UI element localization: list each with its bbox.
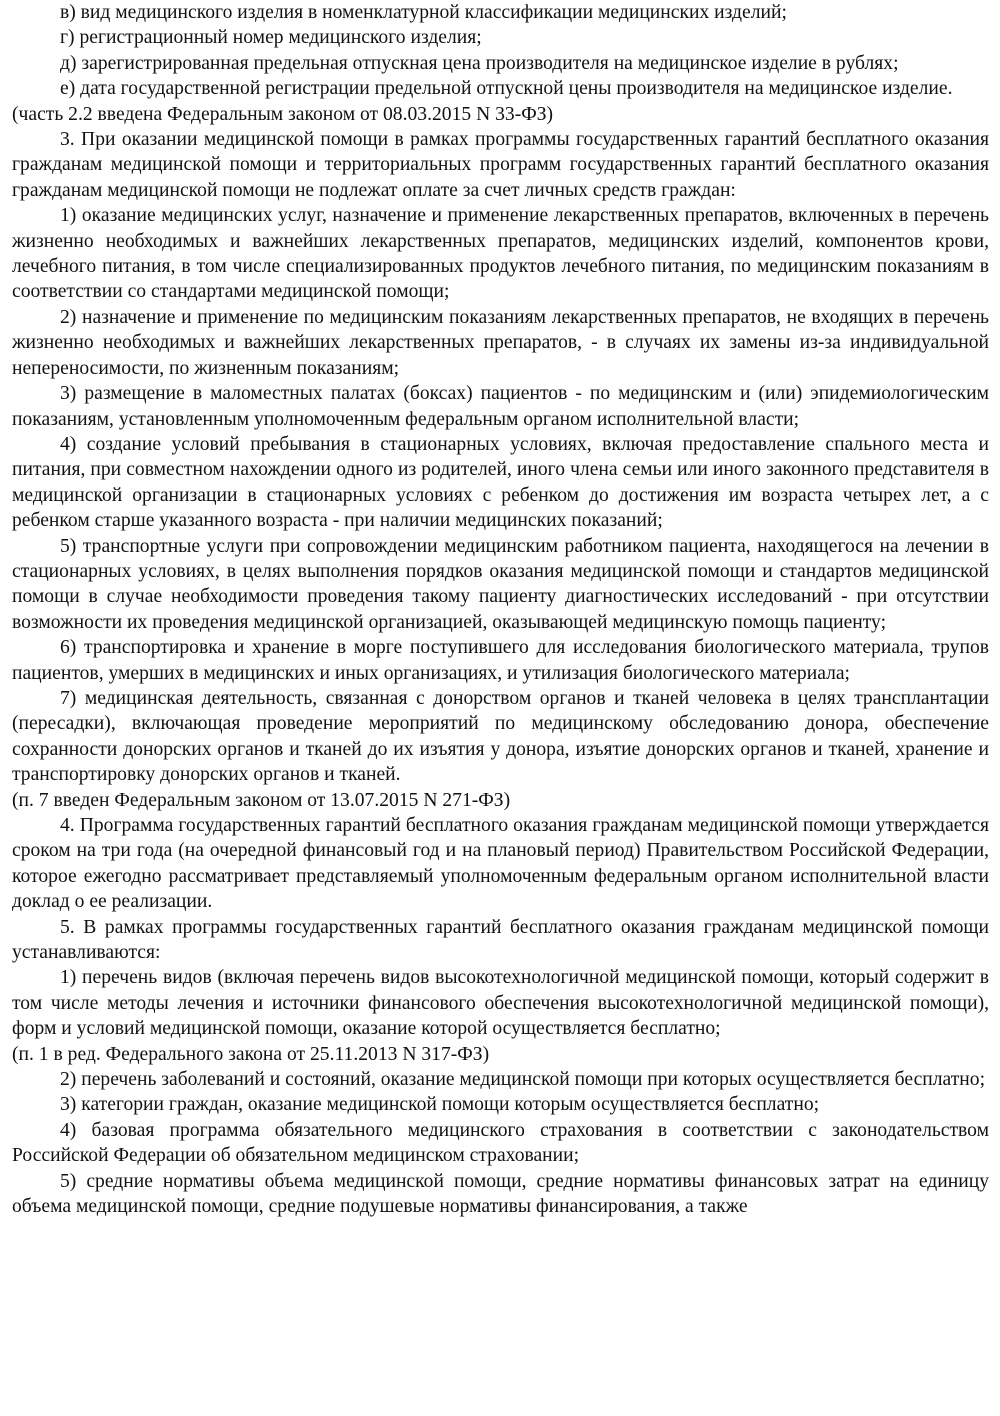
body-paragraph: 4) создание условий пребывания в стационарных условиях, включая предоставление спального места и питания, при совместном нахождении одного из родителей, иного члена семьи или иного законного представителя в медицинской организации в стационарных условиях с ребенком до достижения им возраста четырех лет, а с ребенком старше указанного возраста - при наличии медицинских показаний; bbox=[12, 433, 989, 532]
body-paragraph: 3. При оказании медицинской помощи в рамках программы государственных гарантий бесплатного оказания гражданам медицинской помощи и территориальных программ государственных гарантий бесплатного оказания гражданам медицинской помощи не подлежат оплате за счет личных средств граждан: bbox=[12, 129, 989, 201]
body-paragraph: 5) средние нормативы объема медицинской помощи, средние нормативы финансовых затрат на единицу объема медицинской помощи, средние подушевые нормативы финансирования, а также bbox=[12, 1170, 989, 1218]
body-paragraph: г) регистрационный номер медицинского изделия; bbox=[60, 27, 482, 49]
body-paragraph: 3) размещение в маломестных палатах (боксах) пациентов - по медицинским и (или) эпидемиологическим показаниям, установленным уполномоченным федеральным органом исполнительной власти; bbox=[12, 383, 989, 430]
body-paragraph: в) вид медицинского изделия в номенклатурной классификации медицинских изделий; bbox=[60, 2, 787, 23]
body-paragraph: 1) перечень видов (включая перечень видов высокотехнологичной медицинской помощи, который содержит в том числе методы лечения и источники финансового обеспечения высокотехнологичной медицинской помощи), форм и условий медицинской помощи, оказание которой осуществляется бесплатно; bbox=[12, 967, 989, 1040]
body-paragraph: д) зарегистрированная предельная отпускная цена производителя на медицинское изделие в рублях; bbox=[60, 52, 899, 74]
body-paragraph: 6) транспортировка и хранение в морге поступившего для исследования биологического материала, трупов пациентов, умерших в медицинских и иных организациях, и утилизация биологического материала; bbox=[12, 637, 989, 684]
body-paragraph: е) дата государственной регистрации предельной отпускной цены производителя на медицинское изделие. bbox=[60, 78, 953, 100]
body-paragraph: 5) транспортные услуги при сопровождении медицинским работником пациента, находящегося на лечении в стационарных условиях, в целях выполнения порядков оказания медицинской помощи и стандартов медицинской помощи в случае необходимости проведения такому пациенту диагностических исследований - при отсутствии возможности их проведения медицинской организацией, оказывающей медицинскую помощь пациенту; bbox=[12, 535, 989, 633]
body-paragraph: 2) перечень заболеваний и состояний, оказание медицинской помощи при которых осуществляется бесплатно; bbox=[60, 1069, 986, 1091]
body-paragraph: 1) оказание медицинских услуг, назначение и применение лекарственных препаратов, включенных в перечень жизненно необходимых и важнейших лекарственных препаратов, медицинских изделий, компонентов крови, лечебного питания, в том числе специализированных продуктов лечебного питания, по медицинским показаниям в соответствии со стандартами медицинской помощи; bbox=[12, 205, 989, 303]
amendment-note: (п. 1 в ред. Федерального закона от 25.11.2013 N 317-ФЗ) bbox=[12, 1043, 490, 1065]
body-paragraph: 7) медицинская деятельность, связанная с донорством органов и тканей человека в целях трансплантации (пересадки), включающая проведение мероприятий по медицинскому обследованию донора, обеспечение сохранности донорских органов и тканей до их изъятия у донора, изъятие донорских органов и тканей, хранение и транспортировку донорских органов и тканей. bbox=[12, 687, 989, 786]
amendment-note: (п. 7 введен Федеральным законом от 13.07.2015 N 271-ФЗ) bbox=[12, 789, 511, 811]
body-paragraph: 4. Программа государственных гарантий бесплатного оказания гражданам медицинской помощи утверждается сроком на три года (на очередной финансовый год и на плановый период) Правительством Российской Федерации, которое ежегодно рассматривает представляемый уполномоченным федеральным органом исполнительной власти доклад о ее реализации. bbox=[12, 815, 989, 913]
amendment-note: (часть 2.2 введена Федеральным законом от 08.03.2015 N 33-ФЗ) bbox=[12, 103, 554, 125]
body-paragraph: 3) категории граждан, оказание медицинской помощи которым осуществляется бесплатно; bbox=[60, 1094, 820, 1116]
document-page bbox=[12, 0, 989, 1220]
body-paragraph: 5. В рамках программы государственных гарантий бесплатного оказания гражданам медицинской помощи устанавливаются: bbox=[12, 916, 989, 964]
body-paragraph: 4) базовая программа обязательного медицинского страхования в соответствии с законодательством Российской Федерации об обязательном медицинском страховании; bbox=[12, 1119, 989, 1167]
body-paragraph: 2) назначение и применение по медицинским показаниям лекарственных препаратов, не входящих в перечень жизненно необходимых и важнейших лекарственных препаратов, - в случаях их замены из-за индивидуальной непереносимости, по жизненным показаниям; bbox=[12, 306, 989, 379]
